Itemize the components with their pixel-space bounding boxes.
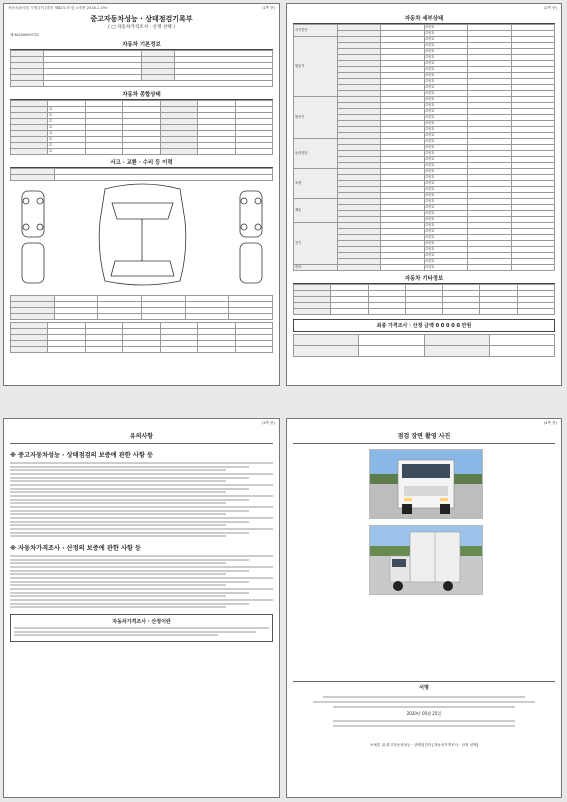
page-title: 중고자동차성능 · 상태점검기록부: [90, 15, 193, 23]
page-number: (1쪽 중): [261, 6, 275, 10]
check-mark: ☑: [48, 113, 85, 119]
accident-legend-table: [10, 168, 273, 181]
status-ok-check: ☑양호: [424, 121, 468, 127]
status-ok-check: ☑양호: [424, 25, 468, 31]
status-ok-check: ☑양호: [424, 61, 468, 67]
notice-item: [10, 517, 273, 526]
status-ok-check: ☑양호: [424, 49, 468, 55]
section-basic-info: 자동차 기본정보: [10, 40, 273, 50]
status-ok-check: ☑양호: [424, 175, 468, 181]
detail-group-label: 자기진단: [294, 25, 338, 37]
status-ok-check: ☑양호: [424, 79, 468, 85]
detail-status-table: [293, 24, 555, 271]
repair-status-table: [10, 295, 273, 320]
page-notices: [3, 418, 280, 798]
check-mark: ☑: [48, 137, 85, 143]
status-ok-check: ☑양호: [424, 145, 468, 151]
section-detail-status: 자동차 세부상태: [293, 14, 555, 24]
status-ok-check: ☑양호: [424, 265, 468, 271]
final-price-value: 0 0 0 0 0: [435, 323, 460, 329]
page-number: (4쪽 중): [543, 421, 557, 425]
detail-group-label: 변속기: [294, 97, 338, 139]
header-left: 자동차관리법 시행규칙 [별지 제82호서식] <개정 2018.1.19>: [8, 6, 108, 10]
status-ok-check: ☑양호: [424, 229, 468, 235]
price-definition-box: [10, 614, 273, 642]
other-info-table: [293, 284, 555, 315]
notice-item: [10, 588, 273, 597]
car-side-right-diagram: [240, 191, 262, 283]
notice-section-price-warranty: ※ 자동차가격조사 · 산정의 보증에 관한 사항 등: [10, 545, 142, 552]
photo-section-title: 점검 장면 촬영 사진: [293, 427, 555, 444]
status-ok-check: ☑양호: [424, 169, 468, 175]
detail-group-label: 동력전달: [294, 139, 338, 169]
status-ok-check: ☑양호: [424, 73, 468, 79]
section-general-status: 자동차 종합상태: [10, 90, 273, 100]
car-top-diagram: [99, 184, 186, 285]
notice-item: [10, 555, 273, 564]
notice-item: [10, 577, 273, 586]
status-ok-check: ☑양호: [424, 163, 468, 169]
notice-list-price: [10, 555, 273, 608]
final-price-label: 최종 가격조사 · 산정 금액: [376, 323, 434, 329]
detail-group-label: 전기: [294, 223, 338, 265]
notice-item: [10, 484, 273, 493]
signature-section: [293, 681, 555, 748]
status-ok-check: ☑양호: [424, 217, 468, 223]
status-ok-check: ☑양호: [424, 91, 468, 97]
status-ok-check: ☑양호: [424, 235, 468, 241]
notice-item: [10, 495, 273, 504]
page-header: [8, 6, 275, 11]
notice-title: 유의사항: [10, 427, 273, 444]
status-ok-check: ☑양호: [424, 199, 468, 205]
notice-item: [10, 462, 273, 471]
status-ok-check: ☑양호: [424, 37, 468, 43]
page-header: [8, 421, 275, 426]
status-ok-check: ☑양호: [424, 193, 468, 199]
detail-group-label: 연료: [294, 265, 338, 271]
status-ok-check: ☑양호: [424, 223, 468, 229]
page-header: [291, 421, 557, 426]
status-ok-check: ☑양호: [424, 205, 468, 211]
signature-table: [293, 334, 555, 357]
notice-item: [10, 506, 273, 515]
status-ok-check: ☑양호: [424, 55, 468, 61]
signature-body: [293, 696, 555, 727]
section-other-info: 자동차 기타정보: [293, 274, 555, 284]
vehicle-diagram: [10, 181, 275, 291]
status-ok-check: ☑양호: [424, 253, 468, 259]
section-accident-history: 사고 · 교환 · 수리 등 이력: [10, 158, 273, 168]
status-ok-check: ☑양호: [424, 127, 468, 133]
status-ok-check: ☑양호: [424, 103, 468, 109]
status-ok-check: ☑양호: [424, 31, 468, 37]
status-ok-check: ☑양호: [424, 109, 468, 115]
status-ok-check: ☑양호: [424, 211, 468, 217]
truck-front-photo: [369, 449, 483, 519]
car-side-left-diagram: [22, 191, 44, 283]
check-mark: ☑: [48, 149, 85, 155]
status-ok-check: ☑양호: [424, 259, 468, 265]
check-mark: ☑: [48, 125, 85, 131]
footer-note: 보넷론 위 중고자동차성능 · 상태점검자 [자동차가격조사 · 산정 선택]: [370, 743, 478, 747]
final-price-unit: 만원: [461, 323, 472, 329]
status-ok-check: ☑양호: [424, 139, 468, 145]
status-ok-check: ☑양호: [424, 181, 468, 187]
status-ok-check: ☑양호: [424, 157, 468, 163]
signature-date: 2020년 05월 25일: [406, 711, 442, 716]
notice-item: [10, 599, 273, 608]
page-inspection-record-1: [3, 3, 280, 386]
detail-group-label: 제동: [294, 199, 338, 223]
page-number: (2쪽 중): [543, 6, 557, 10]
status-ok-check: ☑양호: [424, 115, 468, 121]
status-ok-check: ☑양호: [424, 247, 468, 253]
notice-list-inspection: [10, 462, 273, 537]
status-ok-check: ☑양호: [424, 43, 468, 49]
truck-rear-photo: [369, 525, 483, 595]
notice-item: [10, 528, 273, 537]
status-ok-check: ☑양호: [424, 187, 468, 193]
general-status-table: [10, 100, 273, 155]
detail-group-label: 조향: [294, 169, 338, 199]
frame-status-table: [10, 322, 273, 353]
status-ok-check: ☑양호: [424, 85, 468, 91]
page-inspection-record-2: [286, 3, 562, 386]
final-price-box: [293, 319, 555, 332]
document-number: 제 8420000973호: [10, 33, 40, 37]
check-mark: ☑: [48, 119, 85, 125]
check-mark: ☑: [48, 107, 85, 113]
check-mark: ☑: [48, 131, 85, 137]
notice-section-inspection-warranty: ※ 중고자동차성능 · 상태점검의 보증에 관한 사항 등: [10, 452, 153, 459]
page-header: [291, 6, 557, 11]
status-ok-check: ☑양호: [424, 133, 468, 139]
check-mark: ☑: [48, 143, 85, 149]
page-subtitle: ( □ 자동차가격조사 · 산정 선택 ): [108, 25, 175, 30]
status-ok-check: ☑양호: [424, 67, 468, 73]
status-ok-check: ☑양호: [424, 241, 468, 247]
basic-info-table: [10, 50, 273, 87]
notice-item: [10, 566, 273, 575]
page-number: (3쪽 중): [261, 421, 275, 425]
status-ok-check: ☑양호: [424, 151, 468, 157]
page-photos: [286, 418, 562, 798]
signature-title: 서명: [419, 685, 429, 691]
price-definition-title: 자동차가격조사 · 산정이란: [112, 619, 171, 625]
status-ok-check: ☑양호: [424, 97, 468, 103]
detail-group-label: 원동기: [294, 37, 338, 97]
notice-item: [10, 473, 273, 482]
